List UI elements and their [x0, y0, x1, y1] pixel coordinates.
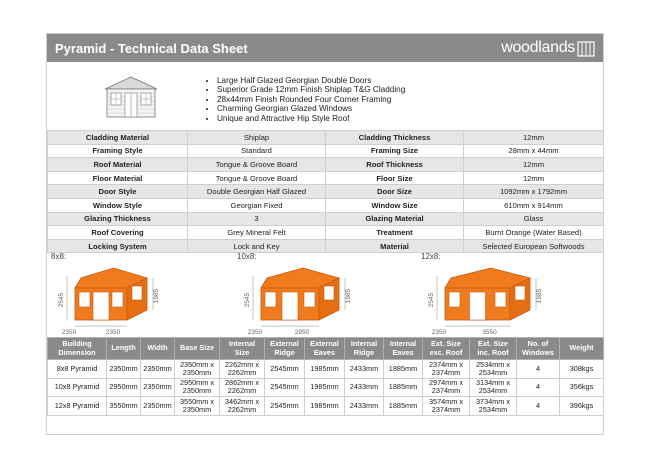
- table-cell: 8x8 Pyramid: [48, 360, 107, 379]
- table-cell: 4: [517, 397, 560, 416]
- spec-label: Glazing Material: [326, 212, 464, 226]
- spec-label: Cladding Thickness: [326, 131, 464, 145]
- table-cell: 2433mm: [345, 360, 384, 379]
- column-header: Length: [107, 338, 141, 360]
- window-shape: [449, 292, 460, 307]
- spec-label: Cladding Material: [48, 131, 188, 145]
- spec-value: 12mm: [464, 171, 604, 185]
- door-shape: [470, 292, 486, 320]
- spec-label: Door Style: [48, 185, 188, 199]
- feature-item: • Superior Grade 12mm Finish Shiplap T&G Cladding: [217, 85, 405, 94]
- plan-10x8: [237, 252, 387, 344]
- column-header: External Eaves: [305, 338, 345, 360]
- column-header: Ext. Size inc. Roof: [470, 338, 517, 360]
- plan-8x8: [51, 252, 201, 344]
- door-shape: [93, 292, 109, 320]
- width-label: 2350: [61, 329, 77, 336]
- column-header: Base Size: [175, 338, 220, 360]
- spec-label: Framing Size: [326, 144, 464, 158]
- feature-item: • Charming Georgian Glazed Windows: [217, 104, 405, 113]
- table-cell: 2545mm: [265, 378, 305, 397]
- door-shape: [282, 292, 298, 320]
- spec-value: Double Georgian Half Glazed: [188, 185, 326, 199]
- table-cell: 12x8 Pyramid: [48, 397, 107, 416]
- spec-value: Burnt Orange (Water Based): [464, 226, 604, 240]
- feature-item: • Large Half Glazed Georgian Double Doors: [217, 76, 405, 85]
- table-cell: 2545mm: [265, 397, 305, 416]
- feature-list: [207, 76, 405, 123]
- spec-row: [48, 185, 604, 199]
- table-cell: 396kgs: [560, 397, 604, 416]
- side-window-shape: [324, 286, 334, 300]
- spec-value: Shiplap: [188, 131, 326, 145]
- spec-row: [48, 239, 604, 253]
- table-cell: 2534mm x 2534mm: [470, 360, 517, 379]
- spec-label: Framing Style: [48, 144, 188, 158]
- spec-value: Selected European Softwoods: [464, 239, 604, 253]
- table-row: [48, 378, 604, 397]
- window-shape: [304, 292, 315, 307]
- spec-value: 3: [188, 212, 326, 226]
- spec-label: Floor Size: [326, 171, 464, 185]
- column-header: Internal Eaves: [384, 338, 423, 360]
- spec-row: [48, 158, 604, 172]
- table-cell: 3134mm x 2534mm: [470, 378, 517, 397]
- table-cell: 3462mm x 2262mm: [220, 397, 265, 416]
- height-label: 2545: [58, 292, 65, 308]
- eaves-label: 1985: [153, 288, 160, 304]
- spec-label: Material: [326, 239, 464, 253]
- table-cell: 2974mm x 2374mm: [423, 378, 470, 397]
- plan-label: 12x8:: [421, 252, 441, 261]
- column-header: Building Dimension: [48, 338, 107, 360]
- spec-row: [48, 144, 604, 158]
- spec-value: Standard: [188, 144, 326, 158]
- window-shape: [79, 292, 90, 307]
- column-header: Internal Size: [220, 338, 265, 360]
- sheet-header: [47, 34, 603, 62]
- table-row: [48, 360, 604, 379]
- spec-label: Roof Covering: [48, 226, 188, 240]
- page-title: Pyramid - Technical Data Sheet: [55, 41, 248, 56]
- shed-plan-drawing: [51, 260, 201, 344]
- table-cell: 2433mm: [345, 378, 384, 397]
- table-row: [48, 397, 604, 416]
- spec-label: Roof Material: [48, 158, 188, 172]
- table-cell: 3734mm x 2534mm: [470, 397, 517, 416]
- spec-value: Tongue & Groove Board: [188, 158, 326, 172]
- column-header: Weight: [560, 338, 604, 360]
- spec-row: [48, 212, 604, 226]
- window-shape: [265, 292, 276, 307]
- table-cell: 2350mm: [107, 360, 141, 379]
- length-label: 2950: [294, 329, 310, 336]
- height-label: 2545: [244, 292, 251, 308]
- spec-row: [48, 226, 604, 240]
- spec-label: Door Size: [326, 185, 464, 199]
- shed-plan-drawing: [421, 260, 571, 344]
- width-label: 2350: [431, 329, 447, 336]
- eaves-label: 1985: [345, 288, 352, 304]
- table-cell: 356kgs: [560, 378, 604, 397]
- table-cell: 1985mm: [305, 378, 345, 397]
- spec-value: Lock and Key: [188, 239, 326, 253]
- product-image: [99, 73, 163, 121]
- table-cell: 10x8 Pyramid: [48, 378, 107, 397]
- spec-label: Window Style: [48, 198, 188, 212]
- dimensions-table: [47, 337, 604, 416]
- spec-label: Treatment: [326, 226, 464, 240]
- column-header: Internal Ridge: [345, 338, 384, 360]
- side-window-shape: [132, 286, 142, 300]
- spec-label: Glazing Thickness: [48, 212, 188, 226]
- table-cell: 1985mm: [305, 397, 345, 416]
- spec-value: Tongue & Groove Board: [188, 171, 326, 185]
- data-sheet: [46, 33, 604, 435]
- table-cell: 2262mm x 2262mm: [220, 360, 265, 379]
- table-cell: 2433mm: [345, 397, 384, 416]
- table-cell: 3550mm x 2350mm: [175, 397, 220, 416]
- table-cell: 2374mm x 2374mm: [423, 360, 470, 379]
- table-cell: 1885mm: [384, 360, 423, 379]
- window-shape: [495, 292, 506, 307]
- table-cell: 3550mm: [107, 397, 141, 416]
- shed-plan-drawing: [237, 260, 387, 344]
- width-label: 2350: [247, 329, 263, 336]
- table-cell: 2350mm: [141, 397, 175, 416]
- table-cell: 2862mm x 2262mm: [220, 378, 265, 397]
- spec-value: 1092mm x 1792mm: [464, 185, 604, 199]
- spec-label: Roof Thickness: [326, 158, 464, 172]
- table-cell: 1885mm: [384, 378, 423, 397]
- table-cell: 2350mm x 2350mm: [175, 360, 220, 379]
- spec-row: [48, 171, 604, 185]
- table-cell: 4: [517, 360, 560, 379]
- side-window-shape: [515, 286, 525, 300]
- plan-label: 8x8:: [51, 252, 67, 261]
- spec-table: [47, 130, 604, 253]
- window-shape: [112, 292, 123, 307]
- spec-value: Georgian Fixed: [188, 198, 326, 212]
- length-label: 3550: [482, 329, 497, 336]
- logo-text: woodlands: [501, 39, 575, 56]
- spec-label: Floor Material: [48, 171, 188, 185]
- spec-value: 12mm: [464, 158, 604, 172]
- spec-label: Window Size: [326, 198, 464, 212]
- column-header: Width: [141, 338, 175, 360]
- plan-label: 10x8:: [237, 252, 257, 261]
- table-cell: 1885mm: [384, 397, 423, 416]
- table-cell: 2950mm: [107, 378, 141, 397]
- table-cell: 308kgs: [560, 360, 604, 379]
- spec-value: Glass: [464, 212, 604, 226]
- spec-label: Locking System: [48, 239, 188, 253]
- feature-item: • Unique and Attractive Hip Style Roof: [217, 114, 405, 123]
- height-label: 2545: [428, 292, 435, 308]
- spec-row: [48, 198, 604, 212]
- column-header: Ext. Size exc. Roof: [423, 338, 470, 360]
- eaves-label: 1985: [536, 288, 543, 304]
- table-cell: 4: [517, 378, 560, 397]
- spec-value: 28mm x 44mm: [464, 144, 604, 158]
- table-cell: 1985mm: [305, 360, 345, 379]
- spec-value: 12mm: [464, 131, 604, 145]
- column-header: External Ridge: [265, 338, 305, 360]
- table-cell: 3574mm x 2374mm: [423, 397, 470, 416]
- table-cell: 2350mm: [141, 378, 175, 397]
- spec-value: Grey Mineral Felt: [188, 226, 326, 240]
- shed-logo-icon: [577, 39, 595, 57]
- table-cell: 2350mm: [141, 360, 175, 379]
- woodlands-logo: [501, 37, 595, 59]
- table-cell: 2950mm x 2350mm: [175, 378, 220, 397]
- feature-item: • 28x44mm Finish Rounded Four Corner Framing: [217, 95, 405, 104]
- column-header: No. of Windows: [517, 338, 560, 360]
- table-cell: 2545mm: [265, 360, 305, 379]
- length-label: 2350: [105, 329, 121, 336]
- plan-12x8: [421, 252, 571, 344]
- spec-row: [48, 131, 604, 145]
- spec-value: 610mm x 914mm: [464, 198, 604, 212]
